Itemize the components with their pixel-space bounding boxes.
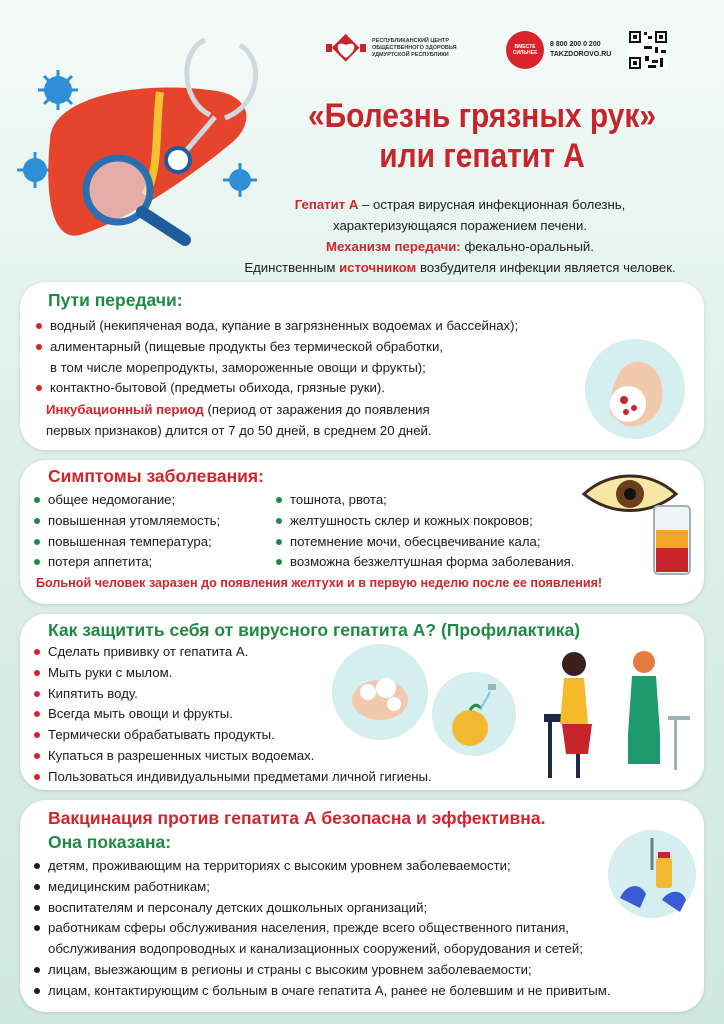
list-item: потеря аппетита; (32, 552, 272, 573)
list-item: желтушность склер и кожных покровов; (274, 511, 634, 532)
urine-flask-icon (650, 502, 694, 578)
list-item: Пользоваться индивидуальными предметами личной гигиены. (32, 767, 552, 788)
symptoms-left-list (32, 490, 272, 573)
list-item: лицам, контактирующим с больным в очаге гепатита А, ранее не болевшим и не привитым. (32, 981, 704, 1002)
list-item: повышенная температура; (32, 532, 272, 553)
campaign-logo (506, 28, 626, 72)
incubation-label: Инкубационный период (46, 402, 204, 417)
mechanism-label: Механизм передачи: (326, 239, 461, 254)
list-item: медицинским работникам; (32, 877, 704, 898)
list-item-continuation: в том числе морепродукты, замороженные овощи и фрукты); (50, 359, 426, 375)
page-title (278, 96, 686, 176)
source-pre: Единственным (244, 260, 340, 275)
vaccination-scene-icon (544, 644, 694, 784)
transmission-heading: Пути передачи: (48, 290, 183, 310)
mechanism-value: фекально-оральный. (460, 239, 594, 254)
virus-icon (38, 70, 78, 110)
intro-text (200, 194, 720, 278)
washing-fruit-icon (430, 670, 518, 758)
vaccination-card (20, 800, 704, 1012)
campaign-badge: ВМЕСТЕ СИЛЬНЕЕ (506, 31, 544, 69)
vaccination-list (32, 856, 704, 1002)
list-item-continuation: обслуживания водопроводных и канализационных сооружений, оборудования и сетей; (48, 941, 583, 957)
dirty-hand-icon (580, 334, 690, 444)
center-name: РЕСПУБЛИКАНСКИЙ ЦЕНТР ОБЩЕСТВЕННОГО ЗДОРОВЬЯ УДМУРТСКОЙ РЕСПУБЛИКИ (372, 37, 457, 58)
list-item: Термически обрабатывать продукты. (32, 725, 552, 746)
campaign-site: TAKZDOROVO.RU (550, 51, 612, 58)
intro-definition-2: характеризующаяся поражением печени. (333, 218, 587, 233)
title-line-2: или гепатит А (379, 137, 585, 175)
incubation-desc: (период от заражения до появления (203, 402, 430, 417)
source-post: возбудителя инфекции является человек. (416, 260, 676, 275)
symptoms-heading: Симптомы заболевания: (48, 466, 264, 486)
source-word: источником (339, 260, 417, 275)
list-item: Кипятить воду. (32, 684, 552, 705)
title-line-1: «Болезнь грязных рук» (308, 97, 656, 135)
list-item: общее недомогание; (32, 490, 272, 511)
syringe-vial-icon (606, 828, 698, 920)
vaccination-subheading: Она показана: (48, 832, 172, 852)
vaccination-heading: Вакцинация против гепатита А безопасна и эффективна. (48, 808, 546, 828)
list-item: Сделать прививку от гепатита А. (32, 642, 552, 663)
prevention-card (20, 614, 704, 790)
list-item: воспитателям и персоналу детских дошкольных организаций; (32, 898, 704, 919)
intro-term: Гепатит А (294, 197, 359, 212)
list-item: повышенная утомляемость; (32, 511, 272, 532)
ornament-heart-icon (326, 32, 366, 64)
list-item: возможна безжелтушная форма заболевания. (274, 552, 634, 573)
hotline-phone: 8 800 200 0 200 (550, 41, 601, 48)
hand-washing-icon (330, 642, 430, 742)
list-item: детям, проживающим на территориях с высоким уровнем заболеваемости; (32, 856, 704, 877)
list-item: контактно-бытовой (предметы обихода, грязные руки). (34, 378, 634, 399)
list-item: Купаться в разрешенных чистых водоемах. (32, 746, 552, 767)
prevention-heading: Как защитить себя от вирусного гепатита А? (Профилактика) (48, 620, 581, 640)
list-item: тошнота, рвота; (274, 490, 634, 511)
virus-icon (223, 163, 257, 197)
symptoms-card (20, 460, 704, 604)
incubation-text (46, 400, 586, 442)
virus-icon (17, 152, 53, 188)
incubation-desc-2: первых признаков) длится от 7 до 50 дней, в среднем 20 дней. (46, 422, 432, 438)
list-item: Мыть руки с мылом. (32, 663, 552, 684)
list-item: работникам сферы обслуживания населения, прежде всего общественного питания, (32, 918, 704, 939)
qr-code-icon (628, 30, 668, 70)
contagious-warning: Больной человек заразен до появления желтухи и в первую неделю после ее появления! (36, 576, 603, 590)
public-health-center-logo (326, 30, 486, 66)
intro-definition: – острая вирусная инфекционная болезнь, (358, 197, 626, 212)
list-item: Всегда мыть овощи и фрукты. (32, 704, 552, 725)
list-item: лицам, выезжающим в регионы и страны с высоким уровнем заболеваемости; (32, 960, 704, 981)
list-item: алиментарный (пищевые продукты без термической обработки, (34, 337, 634, 358)
list-item: потемнение мочи, обесцвечивание кала; (274, 532, 634, 553)
transmission-card (20, 282, 704, 450)
list-item: водный (некипяченая вода, купание в загрязненных водоемах и бассейнах); (34, 316, 634, 337)
